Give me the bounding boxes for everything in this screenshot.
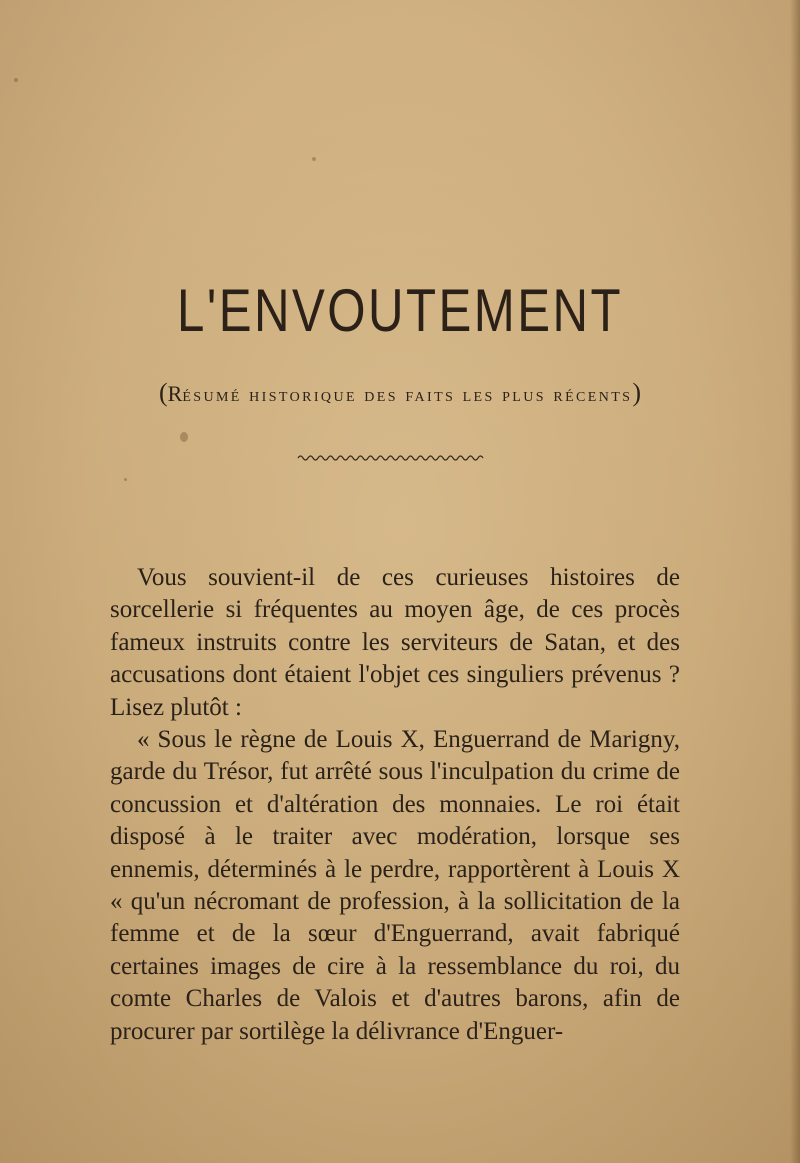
page-subtitle — [0, 378, 800, 410]
ornament-wavy-rule-icon — [296, 452, 496, 464]
page-title: L'ENVOUTEMENT — [177, 277, 623, 344]
subtitle-close-paren: ) — [632, 378, 642, 407]
paragraph: « Sous le règne de Louis X, Enguerrand de Marigny, garde du Trésor, fut arrêté sous l'inculpation du crime de concussion et d'altération des monnaies. Le roi était disposé à le traiter avec modération, lorsque ses ennemis, déterminés à le perdre, rapportèrent à Louis X « qu'un nécromant de profession, à la sollicitation de la femme et de la sœur d'Enguerrand, avait fabriqué certaines images de cire à la ressemblance du roi, du comte Charles de Valois et d'autres barons, afin de procurer par sortilège la délivrance d'Enguer- — [110, 726, 680, 1045]
paper-spot — [124, 478, 127, 481]
subtitle-text: ésumé historique des faits les plus récents — [182, 384, 633, 406]
paragraph: Vous souvient-il de ces curieuses histoires de sorcellerie si fréquentes au moyen âge, de ces procès fameux instruits contre les serviteurs de Satan, et des accusations dont étaient l'objet ces singuliers prévenus ? Lisez plutôt : — [110, 564, 680, 721]
page-edge-shadow — [790, 0, 800, 1163]
paper-spot — [14, 78, 18, 82]
body-text — [110, 562, 680, 1048]
paper-spot — [180, 432, 188, 442]
subtitle-open-paren: ( — [158, 378, 168, 407]
subtitle-initial: R — [167, 381, 183, 406]
paper-spot — [312, 157, 316, 161]
